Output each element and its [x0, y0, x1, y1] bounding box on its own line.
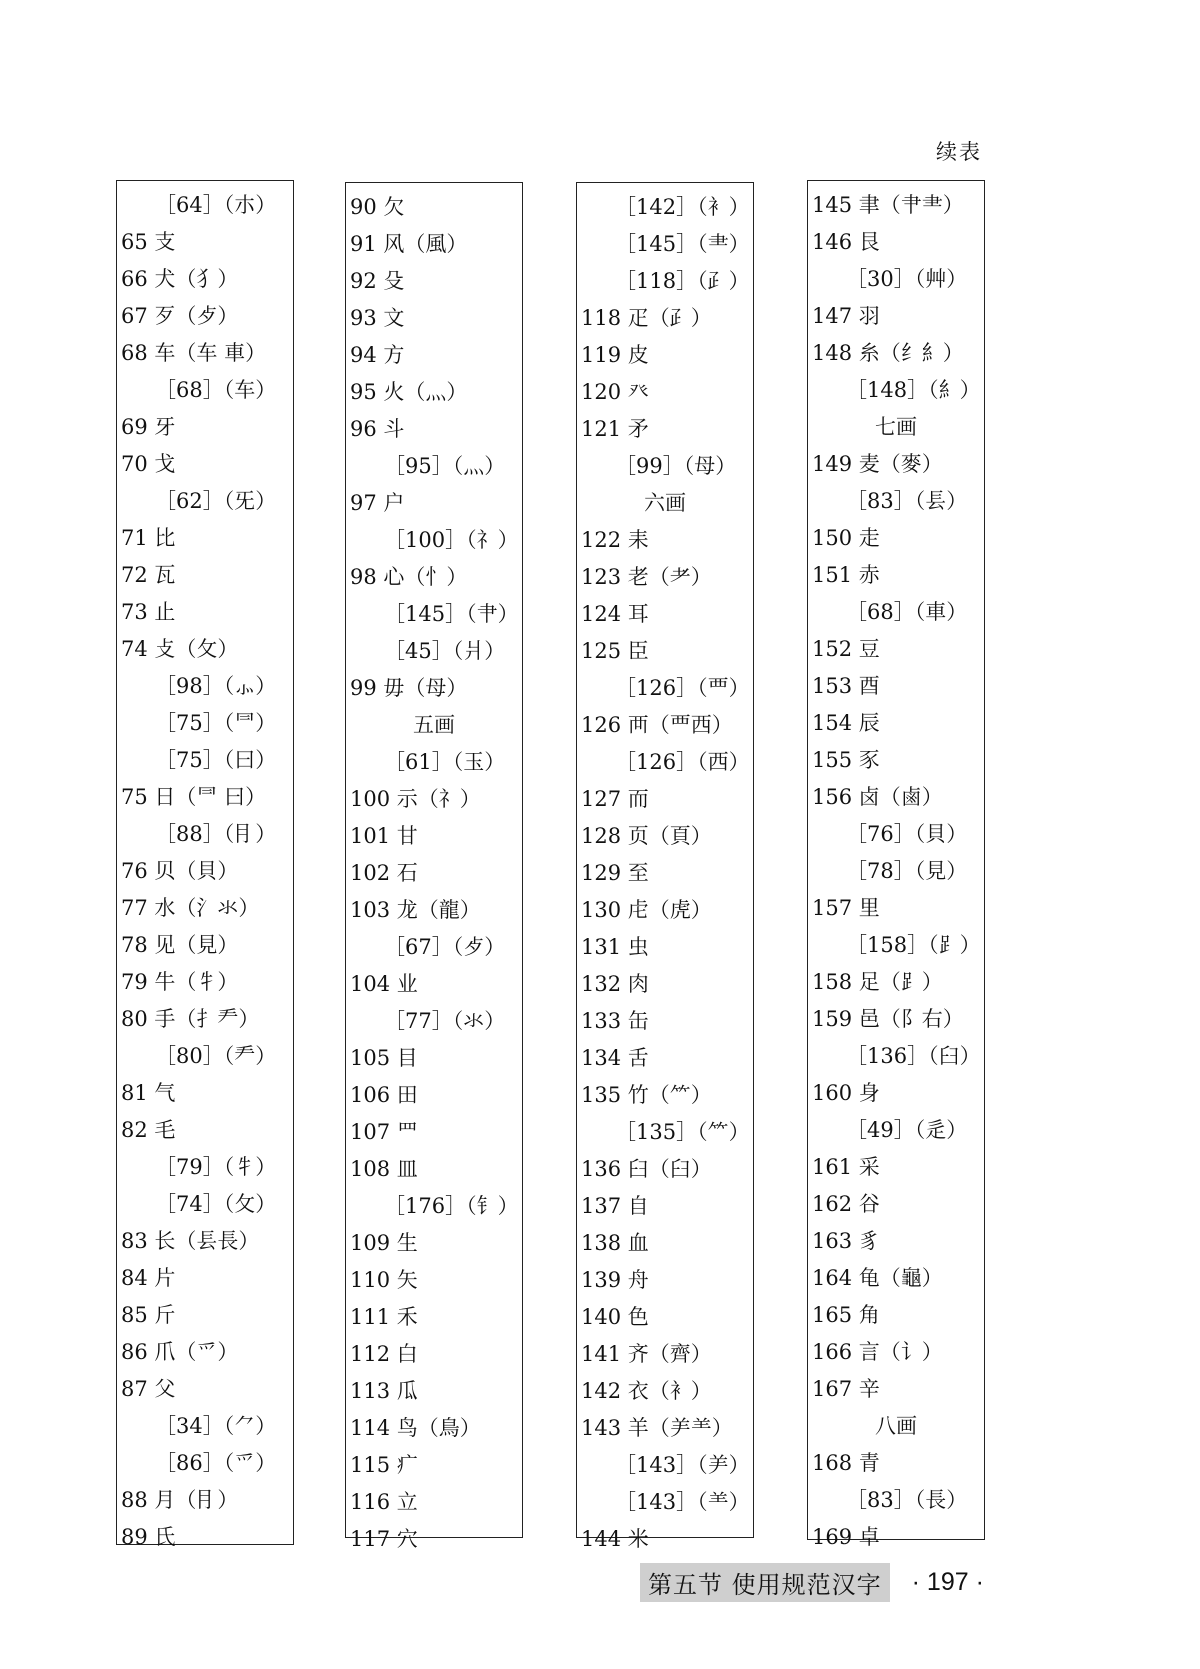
cross-reference-entry: ［86］（爫）: [155, 1451, 277, 1475]
cross-reference-entry: ［126］（覀）: [615, 676, 750, 700]
radical-entry: 141 齐（齊）: [581, 1342, 712, 1366]
cross-reference-entry: ［143］（⺷）: [615, 1490, 750, 1514]
radical-entry: 152 豆: [812, 637, 880, 661]
cross-reference-entry: ［76］（貝）: [846, 822, 968, 846]
cross-reference-entry: ［98］（⺗）: [155, 674, 277, 698]
radical-entry: 156 卤（鹵）: [812, 785, 943, 809]
radical-entry: 95 火（灬）: [350, 380, 468, 404]
cross-reference-entry: ［79］（牜）: [155, 1155, 277, 1179]
radical-entry: 100 示（礻）: [350, 787, 481, 811]
cross-reference-entry: ［64］（朩）: [155, 193, 277, 217]
radical-entry: 158 足（⻊）: [812, 970, 943, 994]
stroke-count-heading: 五画: [413, 713, 455, 737]
radical-entry: 83 长（镸長）: [121, 1229, 260, 1253]
cross-reference-entry: ［145］（⺺）: [384, 602, 519, 626]
radical-entry: 140 色: [581, 1305, 649, 1329]
cross-reference-entry: ［136］（臼）: [846, 1044, 981, 1068]
radical-entry: 104 业: [350, 972, 418, 996]
radical-entry: 76 贝（貝）: [121, 859, 239, 883]
radical-entry: 78 见（見）: [121, 933, 239, 957]
radical-entry: 128 页（頁）: [581, 824, 712, 848]
cross-reference-entry: ［88］（⺝）: [155, 822, 277, 846]
cross-reference-entry: ［49］（辵）: [846, 1118, 968, 1142]
cross-reference-entry: ［83］（镸）: [846, 489, 968, 513]
radical-entry: 120 癶: [581, 380, 649, 404]
radical-entry: 79 牛（牜）: [121, 970, 239, 994]
radical-entry: 92 殳: [350, 269, 405, 293]
cross-reference-entry: ［158］（⻊）: [846, 933, 981, 957]
radical-entry: 108 皿: [350, 1157, 418, 1181]
cross-reference-entry: ［68］（车）: [155, 378, 277, 402]
radical-entry: 131 虫: [581, 935, 649, 959]
cross-reference-entry: ［83］（長）: [846, 1488, 968, 1512]
radical-entry: 161 采: [812, 1155, 880, 1179]
radical-entry: 70 戈: [121, 452, 176, 476]
radical-entry: 84 片: [121, 1266, 176, 1290]
radical-entry: 146 艮: [812, 230, 880, 254]
radical-entry: 97 户: [350, 491, 405, 515]
radical-entry: 82 毛: [121, 1118, 176, 1142]
radical-entry: 150 走: [812, 526, 880, 550]
radical-entry: 112 白: [350, 1342, 418, 1366]
radical-entry: 155 豕: [812, 748, 880, 772]
radical-entry: 130 虍（虎）: [581, 898, 712, 922]
radical-entry: 65 支: [121, 230, 176, 254]
cross-reference-entry: ［100］（礻）: [384, 528, 519, 552]
radical-entry: 149 麦（麥）: [812, 452, 943, 476]
cross-reference-entry: ［126］（西）: [615, 750, 750, 774]
cross-reference-entry: ［67］（歺）: [384, 935, 506, 959]
radical-entry: 134 舌: [581, 1046, 649, 1070]
radical-entry: 111 禾: [350, 1305, 418, 1329]
radical-entry: 106 田: [350, 1083, 418, 1107]
radical-entry: 121 矛: [581, 417, 649, 441]
radical-entry: 165 角: [812, 1303, 880, 1327]
cross-reference-entry: ［45］（爿）: [384, 639, 506, 663]
page-footer: [640, 1563, 984, 1602]
radical-column-2: [345, 182, 523, 1551]
radical-entry: 117 穴: [350, 1527, 418, 1551]
cross-reference-entry: ［61］（玉）: [384, 750, 506, 774]
radical-entry: 69 牙: [121, 415, 176, 439]
radical-entry: 145 聿（⺺⺻）: [812, 193, 964, 217]
radical-entry: 89 氏: [121, 1525, 176, 1549]
page-number: · 197 ·: [911, 1568, 984, 1596]
radical-entry: 125 臣: [581, 639, 649, 663]
radical-entry: 119 皮: [581, 343, 649, 367]
radical-entry: 122 耒: [581, 528, 649, 552]
radical-entry: 127 而: [581, 787, 649, 811]
radical-entry: 113 瓜: [350, 1379, 418, 1403]
radical-entry: 114 鸟（鳥）: [350, 1416, 481, 1440]
radical-entry: 137 自: [581, 1194, 649, 1218]
radical-entry: 143 羊（⺶⺷）: [581, 1416, 733, 1440]
radical-entry: 168 青: [812, 1451, 880, 1475]
radical-entry: 86 爪（爫）: [121, 1340, 239, 1364]
radical-entry: 77 水（氵氺）: [121, 896, 260, 920]
radical-entry: 81 气: [121, 1081, 176, 1105]
radical-entry: 110 矢: [350, 1268, 418, 1292]
radical-entry: 147 羽: [812, 304, 880, 328]
radical-entry: 139 舟: [581, 1268, 649, 1292]
radical-entry: 107 罒: [350, 1120, 418, 1144]
radical-entry: 164 龟（龜）: [812, 1266, 943, 1290]
radical-entry: 91 风（風）: [350, 232, 468, 256]
radical-entry: 167 辛: [812, 1377, 880, 1401]
radical-entry: 99 毋（母）: [350, 676, 468, 700]
radical-column-4: [807, 180, 985, 1549]
radical-entry: 88 月（⺝）: [121, 1488, 239, 1512]
cross-reference-entry: ［80］（龵）: [155, 1044, 277, 1068]
radical-entry: 74 攴（攵）: [121, 637, 239, 661]
cross-reference-entry: ［77］（氺）: [384, 1009, 506, 1033]
stroke-count-heading: 八画: [875, 1414, 917, 1438]
radical-entry: 135 竹（⺮）: [581, 1083, 712, 1107]
radical-entry: 144 米: [581, 1527, 649, 1551]
cross-reference-entry: ［62］（旡）: [155, 489, 277, 513]
radical-entry: 163 豸: [812, 1229, 880, 1253]
radical-entry: 124 耳: [581, 602, 649, 626]
cross-reference-entry: ［145］（⺻）: [615, 232, 750, 256]
radical-entry: 157 里: [812, 896, 880, 920]
radical-entry: 142 衣（衤）: [581, 1379, 712, 1403]
radical-entry: 101 甘: [350, 824, 418, 848]
cross-reference-entry: ［68］（車）: [846, 600, 968, 624]
radical-entry: 160 身: [812, 1081, 880, 1105]
cross-reference-entry: ［95］（灬）: [384, 454, 506, 478]
radical-entry: 133 缶: [581, 1009, 649, 1033]
radical-entry: 162 谷: [812, 1192, 880, 1216]
cross-reference-entry: ［78］（見）: [846, 859, 968, 883]
cross-reference-entry: ［135］（⺮）: [615, 1120, 750, 1144]
radical-entry: 87 父: [121, 1377, 176, 1401]
radical-entry: 123 老（耂）: [581, 565, 712, 589]
radical-entry: 90 欠: [350, 195, 405, 219]
radical-entry: 154 辰: [812, 711, 880, 735]
cross-reference-entry: ［143］（⺶）: [615, 1453, 750, 1477]
radical-entry: 126 襾（覀西）: [581, 713, 733, 737]
radical-entry: 118 疋（⺪）: [581, 306, 712, 330]
radical-entry: 169 卓: [812, 1525, 880, 1549]
radical-entry: 138 血: [581, 1231, 649, 1255]
radical-entry: 85 斤: [121, 1303, 176, 1327]
radical-entry: 109 生: [350, 1231, 418, 1255]
radical-entry: 153 酉: [812, 674, 880, 698]
section-title: 第五节 使用规范汉字: [640, 1563, 890, 1602]
radical-entry: 96 斗: [350, 417, 405, 441]
radical-entry: 102 石: [350, 861, 418, 885]
cross-reference-entry: ［74］（攵）: [155, 1192, 277, 1216]
radical-entry: 66 犬（犭）: [121, 267, 239, 291]
radical-entry: 98 心（忄）: [350, 565, 468, 589]
radical-entry: 72 瓦: [121, 563, 176, 587]
radical-entry: 136 臼（臼）: [581, 1157, 712, 1181]
radical-entry: 105 目: [350, 1046, 418, 1070]
radical-entry: 67 歹（歺）: [121, 304, 239, 328]
radical-entry: 159 邑（阝右）: [812, 1007, 964, 1031]
radical-entry: 71 比: [121, 526, 176, 550]
radical-entry: 148 糸（纟糹）: [812, 341, 964, 365]
cross-reference-entry: ［75］（⺜）: [155, 711, 277, 735]
radical-entry: 116 立: [350, 1490, 418, 1514]
radical-entry: 132 肉: [581, 972, 649, 996]
radical-entry: 115 疒: [350, 1453, 418, 1477]
cross-reference-entry: ［118］（⺪）: [615, 269, 750, 293]
cross-reference-entry: ［30］（艸）: [846, 267, 968, 291]
radical-entry: 94 方: [350, 343, 405, 367]
cross-reference-entry: ［99］（母）: [615, 454, 737, 478]
cross-reference-entry: ［75］（曰）: [155, 748, 277, 772]
radical-entry: 73 止: [121, 600, 176, 624]
stroke-count-heading: 七画: [875, 415, 917, 439]
radical-entry: 166 言（讠）: [812, 1340, 943, 1364]
continued-table-label: 续表: [936, 140, 982, 164]
cross-reference-entry: ［34］（⺈）: [155, 1414, 277, 1438]
cross-reference-entry: ［176］（钅）: [384, 1194, 519, 1218]
radical-entry: 68 车（车 車）: [121, 341, 267, 365]
radical-entry: 129 至: [581, 861, 649, 885]
radical-entry: 103 龙（龍）: [350, 898, 481, 922]
radical-entry: 93 文: [350, 306, 405, 330]
radical-column-1: [116, 180, 294, 1549]
radical-entry: 75 日（⺜ 曰）: [121, 785, 267, 809]
radical-entry: 80 手（扌龵）: [121, 1007, 260, 1031]
stroke-count-heading: 六画: [644, 491, 686, 515]
radical-entry: 151 赤: [812, 563, 880, 587]
cross-reference-entry: ［142］（衤）: [615, 195, 750, 219]
cross-reference-entry: ［148］（糹）: [846, 378, 981, 402]
radical-column-3: [576, 182, 754, 1551]
